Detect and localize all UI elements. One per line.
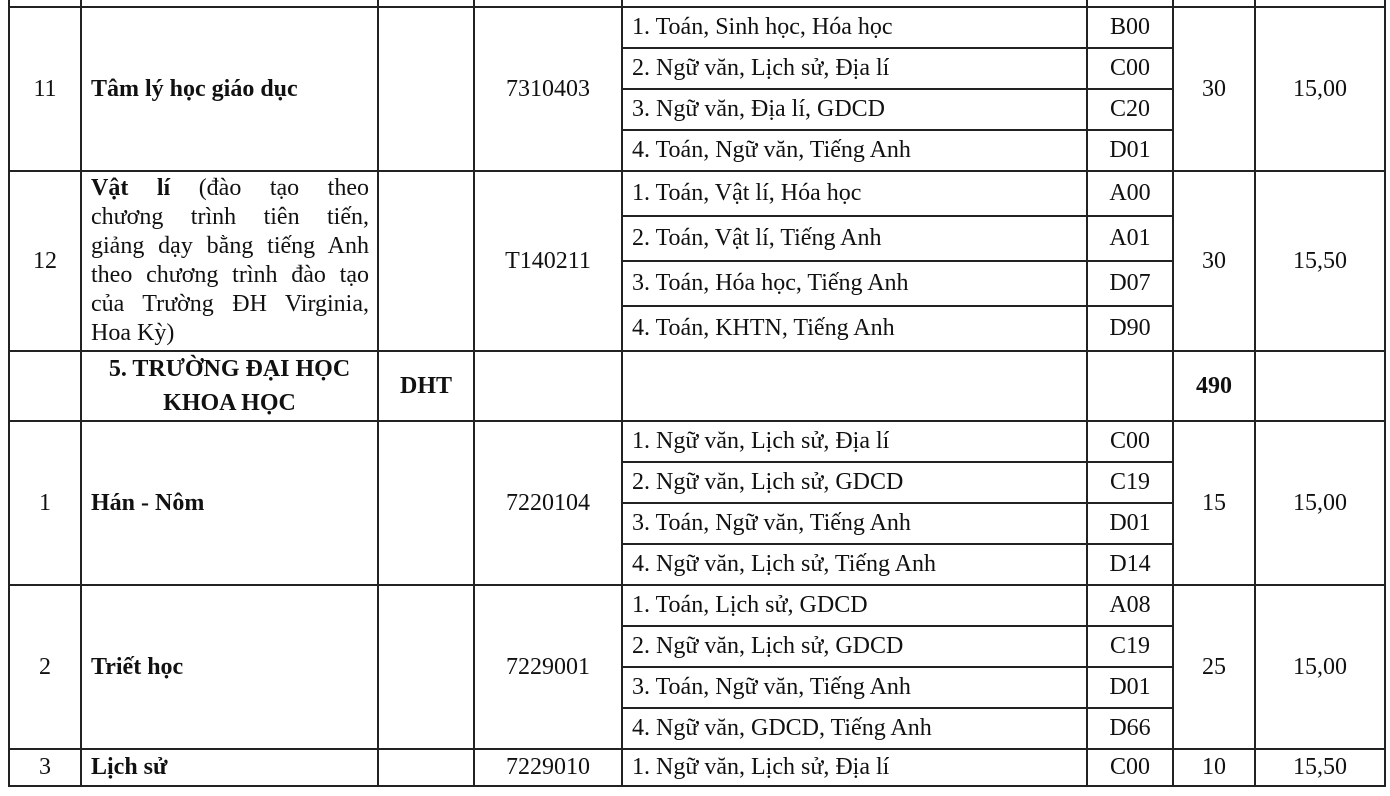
school-code-cell <box>378 585 474 749</box>
subject-combination: 1. Toán, Vật lí, Hóa học <box>622 171 1087 216</box>
school-code-cell <box>378 749 474 786</box>
threshold-score: 15,00 <box>1255 7 1385 171</box>
major-name: Hán - Nôm <box>81 421 378 585</box>
subject-combination: 1. Ngữ văn, Lịch sử, Địa lí <box>622 421 1087 462</box>
combination-code: A08 <box>1087 585 1173 626</box>
combination-code: D07 <box>1087 261 1173 306</box>
major-code: T140211 <box>474 171 622 351</box>
combination-code: A00 <box>1087 171 1173 216</box>
row-number: 2 <box>9 585 81 749</box>
combination-code <box>1087 351 1173 421</box>
major-name-line: Vật lí (đào tạo theo <box>91 175 369 201</box>
combination-code: C19 <box>1087 462 1173 503</box>
row-number: 1 <box>9 421 81 585</box>
total-quota: 490 <box>1173 351 1255 421</box>
school-code-cell <box>378 421 474 585</box>
table-row <box>9 7 1385 48</box>
threshold-score: 15,00 <box>1255 585 1385 749</box>
subject-combination: 4. Toán, Ngữ văn, Tiếng Anh <box>622 130 1087 171</box>
subject-combination <box>622 351 1087 421</box>
threshold-score: 15,50 <box>1255 171 1385 351</box>
combination-code: C00 <box>1087 421 1173 462</box>
quota: 30 <box>1173 171 1255 351</box>
table-row-cutoff <box>9 0 1385 7</box>
subject-combination: 4. Ngữ văn, GDCD, Tiếng Anh <box>622 708 1087 749</box>
threshold-score <box>1255 351 1385 421</box>
quota: 10 <box>1173 749 1255 786</box>
combination-code: C00 <box>1087 749 1173 786</box>
combination-code: D01 <box>1087 667 1173 708</box>
major-code: 7220104 <box>474 421 622 585</box>
subject-combination: 4. Ngữ văn, Lịch sử, Tiếng Anh <box>622 544 1087 585</box>
combination-code: D14 <box>1087 544 1173 585</box>
school-code-cell <box>378 171 474 351</box>
combination-code: D66 <box>1087 708 1173 749</box>
combination-code: D01 <box>1087 130 1173 171</box>
major-name: Vật lí <box>91 175 171 201</box>
section-header-row <box>9 351 1385 421</box>
major-name-line: Hoa Kỳ) <box>91 320 175 346</box>
school-code-cell <box>378 7 474 171</box>
major-name: Lịch sử <box>81 749 378 786</box>
section-title: 5. TRƯỜNG ĐẠI HỌC KHOA HỌC <box>81 351 378 421</box>
school-code: DHT <box>378 351 474 421</box>
row-number: 11 <box>9 7 81 171</box>
major-code: 7229001 <box>474 585 622 749</box>
subject-combination: 1. Toán, Lịch sử, GDCD <box>622 585 1087 626</box>
major-code: 7229010 <box>474 749 622 786</box>
major-code <box>474 351 622 421</box>
quota: 15 <box>1173 421 1255 585</box>
threshold-score: 15,50 <box>1255 749 1385 786</box>
major-name-line: theo chương trình đào tạo <box>91 262 369 288</box>
subject-combination: 1. Toán, Sinh học, Hóa học <box>622 7 1087 48</box>
table-row <box>9 585 1385 626</box>
major-name: Tâm lý học giáo dục <box>81 7 378 171</box>
subject-combination: 4. Toán, KHTN, Tiếng Anh <box>622 306 1087 351</box>
subject-combination: 3. Toán, Hóa học, Tiếng Anh <box>622 261 1087 306</box>
combination-code: C20 <box>1087 89 1173 130</box>
row-number: 3 <box>9 749 81 786</box>
major-name-line: giảng dạy bằng tiếng Anh <box>91 233 369 259</box>
major-name-line: chương trình tiên tiến, <box>91 204 369 230</box>
subject-combination: 2. Ngữ văn, Lịch sử, Địa lí <box>622 48 1087 89</box>
admission-table <box>8 0 1386 787</box>
combination-code: D90 <box>1087 306 1173 351</box>
subject-combination: 2. Ngữ văn, Lịch sử, GDCD <box>622 462 1087 503</box>
row-number: 12 <box>9 171 81 351</box>
subject-combination: 3. Toán, Ngữ văn, Tiếng Anh <box>622 503 1087 544</box>
major-name-line: của Trường ĐH Virginia, <box>91 291 369 317</box>
quota: 25 <box>1173 585 1255 749</box>
subject-combination: 3. Toán, Ngữ văn, Tiếng Anh <box>622 667 1087 708</box>
major-name: Triết học <box>81 585 378 749</box>
subject-combination: 2. Toán, Vật lí, Tiếng Anh <box>622 216 1087 261</box>
admission-table-wrapper <box>8 0 1386 787</box>
subject-combination: 2. Ngữ văn, Lịch sử, GDCD <box>622 626 1087 667</box>
threshold-score: 15,00 <box>1255 421 1385 585</box>
combination-code: B00 <box>1087 7 1173 48</box>
quota: 30 <box>1173 7 1255 171</box>
row-number <box>9 351 81 421</box>
table-row <box>9 421 1385 462</box>
combination-code: A01 <box>1087 216 1173 261</box>
table-row <box>9 171 1385 216</box>
subject-combination: 3. Ngữ văn, Địa lí, GDCD <box>622 89 1087 130</box>
table-row <box>9 749 1385 786</box>
major-name-block <box>81 171 378 351</box>
combination-code: D01 <box>1087 503 1173 544</box>
combination-code: C00 <box>1087 48 1173 89</box>
combination-code: C19 <box>1087 626 1173 667</box>
subject-combination: 1. Ngữ văn, Lịch sử, Địa lí <box>622 749 1087 786</box>
major-code: 7310403 <box>474 7 622 171</box>
